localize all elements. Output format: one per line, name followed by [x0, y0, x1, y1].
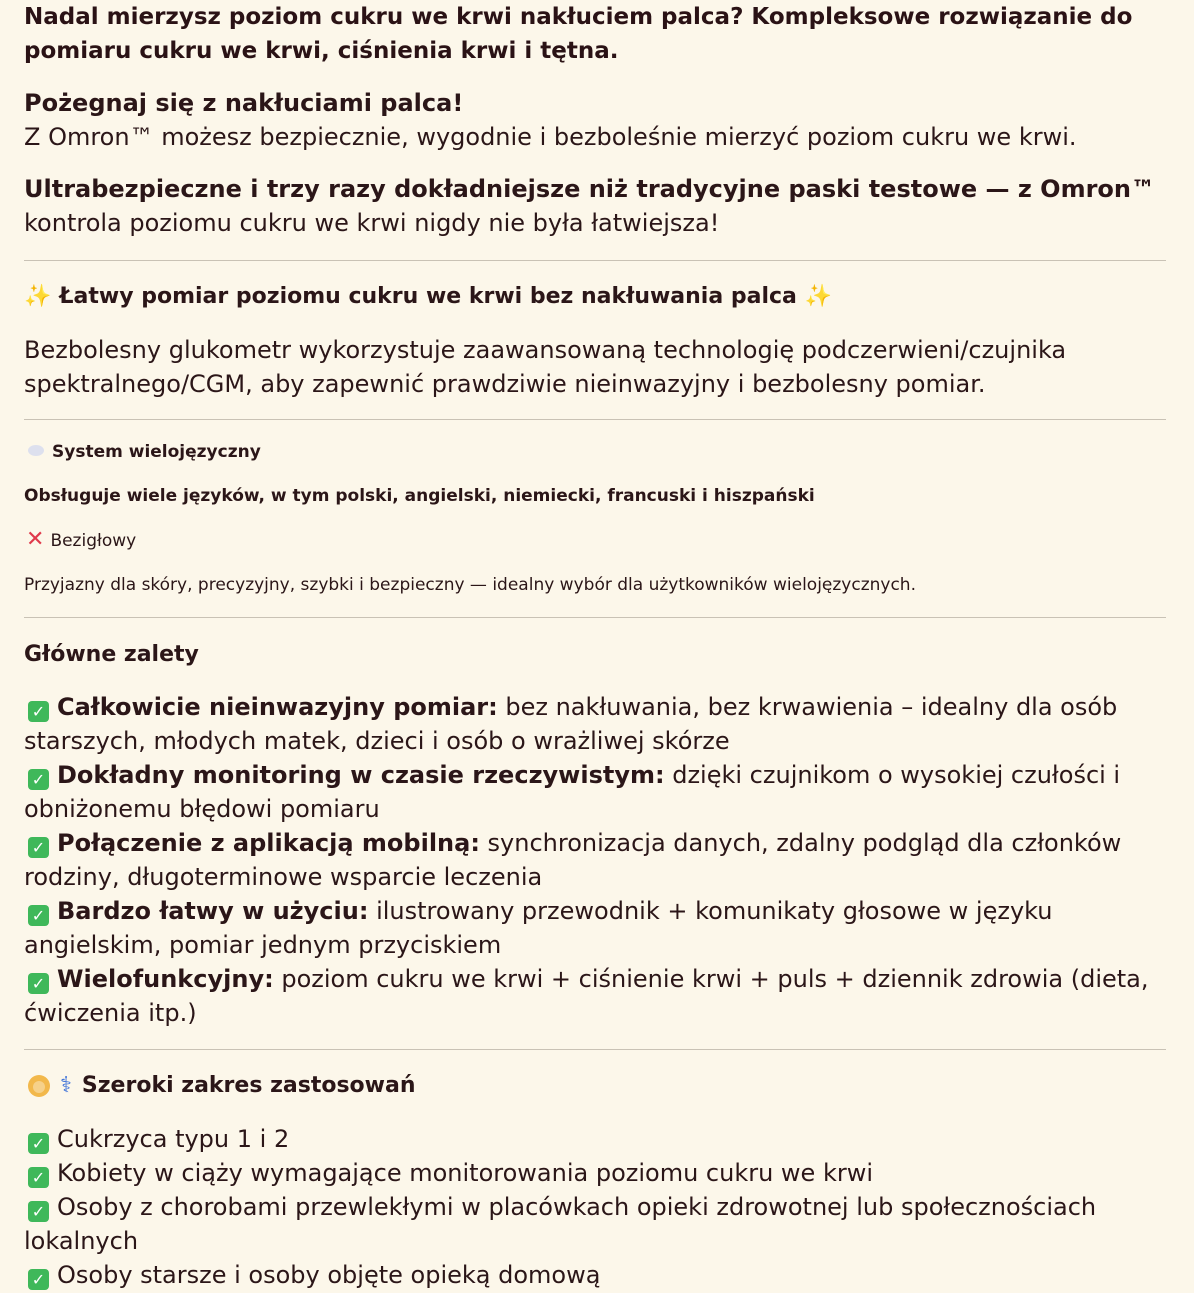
benefits-list — [24, 690, 1166, 1030]
list-item: ✓ Całkowicie nieinwazyjny pomiar: bez nakłuwania, bez krwawienia – idealny dla osób starszych, młodych matek, dzieci i osób o wrażliwej skórze — [24, 693, 1118, 755]
benefits-title: Główne zalety — [24, 642, 199, 667]
cross-icon: ✕ — [26, 527, 45, 552]
accuracy-block — [24, 172, 1166, 240]
check-icon: ✓ — [28, 837, 49, 858]
person-icon — [28, 1075, 50, 1097]
sparkles-icon: ✨ — [24, 284, 52, 309]
check-icon: ✓ — [28, 1133, 49, 1154]
list-item: ✓ Połączenie z aplikacją mobilną: synchronizacja danych, zdalny podgląd dla członków rodziny, długoterminowe wsparcie leczenia — [24, 829, 1122, 891]
divider — [24, 617, 1166, 618]
accuracy-text: kontrola poziomu cukru we krwi nigdy nie była łatwiejsza! — [24, 209, 720, 237]
language-title: System wielojęzyczny — [52, 442, 261, 462]
applications-title: Szeroki zakres zastosowań — [81, 1073, 416, 1098]
easy-section-text: Bezbolesny glukometr wykorzystuje zaawansowaną technologię podczerwieni/czujnika spektralnego/CGM, aby zapewnić prawdziwie nieinwazyjny i bezbolesny pomiar. — [24, 336, 1067, 398]
divider — [24, 260, 1166, 261]
list-item: ✓ Bardzo łatwy w użyciu: ilustrowany przewodnik + komunikaty głosowe w języku angielskim, pomiar jednym przyciskiem — [24, 897, 1053, 959]
divider — [24, 419, 1166, 420]
list-item: ✓ Kobiety w ciąży wymagające monitorowania poziomu cukru we krwi — [24, 1156, 1166, 1190]
check-icon: ✓ — [28, 973, 49, 994]
check-icon: ✓ — [28, 1167, 49, 1188]
farewell-block — [24, 86, 1166, 154]
easy-section-title-row — [24, 280, 1166, 314]
medical-symbol-icon: ⚕ — [60, 1073, 72, 1098]
farewell-title: Pożegnaj się z nakłuciami palca! — [24, 89, 464, 117]
divider — [24, 1049, 1166, 1050]
applications-title-row — [24, 1069, 1166, 1103]
headline: Nadal mierzysz poziom cukru we krwi nakłuciem palca? Kompleksowe rozwiązanie do pomiaru cukru we krwi, ciśnienia krwi i tętna. — [24, 4, 1133, 64]
list-item: ✓ Cukrzyca typu 1 i 2 — [24, 1122, 1166, 1156]
language-description: Przyjazny dla skóry, precyzyjny, szybki i bezpieczny — idealny wybór dla użytkowników wielojęzycznych. — [24, 575, 916, 595]
sparkles-icon: ✨ — [804, 284, 833, 309]
check-icon: ✓ — [28, 905, 49, 926]
list-item: ✓ Osoby starsze i osoby objęte opieką domową — [24, 1258, 1166, 1292]
language-title-row — [24, 440, 1166, 464]
farewell-text: Z Omron™ możesz bezpiecznie, wygodnie i bezboleśnie mierzyć poziom cukru we krwi. — [24, 123, 1077, 151]
check-icon: ✓ — [28, 1269, 49, 1290]
check-icon: ✓ — [28, 1201, 49, 1222]
easy-section-title: Łatwy pomiar poziomu cukru we krwi bez nakłuwania palca — [59, 284, 797, 309]
check-icon: ✓ — [28, 769, 49, 790]
list-item: ✓ Dokładny monitoring w czasie rzeczywistym: dzięki czujnikom o wysokiej czułości i obniżonemu błędowi pomiaru — [24, 761, 1121, 823]
list-item: ✓ Osoby z chorobami przewlekłymi w placówkach opieki zdrowotnej lub społecznościach lokalnych — [24, 1193, 1097, 1255]
needleless-label: Bezigłowy — [50, 531, 137, 551]
list-item: ✓ Wielofunkcyjny: poziom cukru we krwi + ciśnienie krwi + puls + dziennik zdrowia (dieta, ćwiczenia itp.) — [24, 965, 1149, 1027]
speech-bubble-icon — [28, 445, 44, 456]
accuracy-bold: Ultrabezpieczne i trzy razy dokładniejsze niż tradycyjne paski testowe — z Omron™ — [24, 175, 1155, 203]
language-subtitle: Obsługuje wiele języków, w tym polski, angielski, niemiecki, francuski i hiszpański — [24, 486, 815, 506]
needleless-row — [24, 528, 1166, 553]
check-icon: ✓ — [28, 701, 49, 722]
applications-list — [24, 1122, 1166, 1292]
